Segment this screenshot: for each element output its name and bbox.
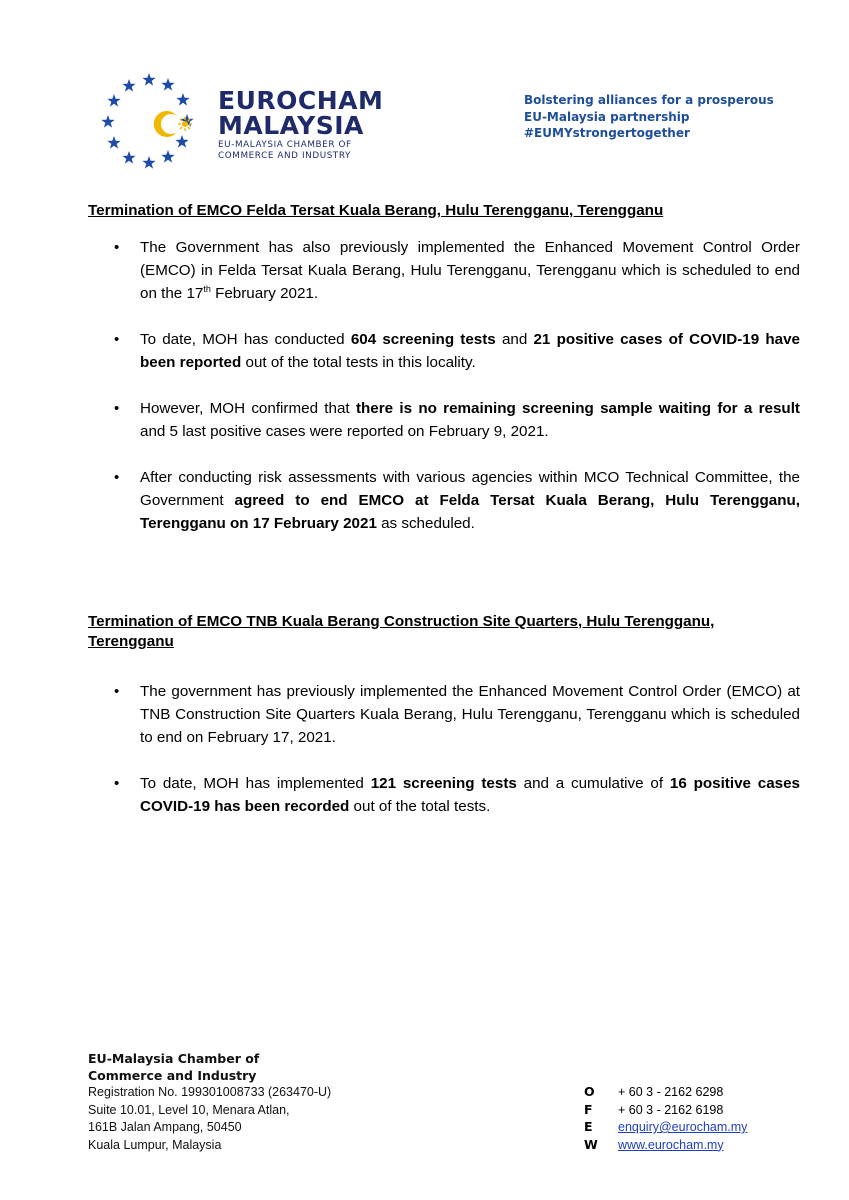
footer-org-line-2: Commerce and Industry (88, 1068, 257, 1083)
eurocham-logo (96, 70, 384, 175)
email-label: E (584, 1119, 593, 1134)
tagline-line-1: Bolstering alliances for a prosperous (524, 93, 774, 107)
section-1-bullets (88, 236, 800, 558)
bullet-icon: • (114, 469, 120, 486)
list-item: • To date, MOH has implemented 121 screening tests and a cumulative of 16 positive cases COVID-19 has been recorded out of the total tests. (88, 772, 800, 818)
bullet-icon: • (114, 775, 120, 792)
bullet-icon: • (114, 400, 120, 417)
section-2-title: Termination of EMCO TNB Kuala Berang Construction Site Quarters, Hulu Terengganu, Terengganu (88, 613, 715, 650)
tagline-line-2: EU-Malaysia partnership (524, 109, 690, 124)
email-link[interactable]: enquiry@eurocham.my (618, 1120, 748, 1134)
list-item: • After conducting risk assessments with various agencies within MCO Technical Committee, the Government agreed to end EMCO at Felda Tersat Kuala Berang, Hulu Terengganu, Terengganu on 17 February 2021 as scheduled. (88, 466, 800, 535)
list-item: • The government has previously implemented the Enhanced Movement Control Order (EMCO) at TNB Construction Site Quarters Kuala Berang, Hulu Terengganu, Terengganu which is scheduled to end on February 17, 2021. (88, 680, 800, 749)
list-item: • To date, MOH has conducted 604 screening tests and 21 positive cases of COVID-19 have been reported out of the total tests in this locality. (88, 328, 800, 374)
brand-name (218, 88, 383, 138)
footer-address-block (88, 1050, 408, 1154)
bullet-icon: • (114, 331, 120, 348)
contact-office (584, 1083, 747, 1101)
footer-contacts (584, 1083, 747, 1153)
hashtag: #EUMYstrongertogether (524, 126, 690, 140)
footer-org-line-1: EU-Malaysia Chamber of (88, 1051, 260, 1066)
tagline (524, 92, 774, 142)
list-item: • However, MOH confirmed that there is no remaining screening sample waiting for a result and 5 last positive cases were reported on February 9, 2021. (88, 397, 800, 443)
list-item: • The Government has also previously implemented the Enhanced Movement Control Order (EMCO) in Felda Tersat Kuala Berang, Hulu Terengganu, Terengganu which is scheduled to end on the 17th February 2021. (88, 236, 800, 305)
brand-subtitle (218, 140, 352, 162)
brand-line-2: MALAYSIA (218, 111, 364, 140)
contact-website (584, 1136, 747, 1154)
office-label: O (584, 1084, 595, 1099)
bullet-icon: • (114, 683, 120, 700)
address-line-3: Kuala Lumpur, Malaysia (88, 1137, 222, 1152)
fax-label: F (584, 1101, 593, 1117)
address-line-1: Suite 10.01, Level 10, Menara Atlan, (88, 1102, 290, 1117)
contact-email (584, 1118, 747, 1136)
contact-fax (584, 1101, 747, 1119)
website-label: W (584, 1136, 598, 1152)
address-line-2: 161B Jalan Ampang, 50450 (88, 1120, 242, 1134)
eu-stars-crescent-icon (96, 70, 216, 175)
brand-sub-line-2: COMMERCE AND INDUSTRY (218, 151, 352, 161)
bullet-icon: • (114, 239, 120, 256)
brand-line-1: EUROCHAM (218, 86, 384, 115)
section-2-bullets (88, 680, 800, 841)
website-link[interactable]: www.eurocham.my (618, 1137, 724, 1152)
fax-number: + 60 3 - 2162 6198 (618, 1102, 724, 1117)
office-phone: + 60 3 - 2162 6298 (618, 1085, 724, 1099)
registration-number: Registration No. 199301008733 (263470-U) (88, 1085, 332, 1099)
brand-sub-line-1: EU-MALAYSIA CHAMBER OF (218, 140, 352, 150)
section-1-title: Termination of EMCO Felda Tersat Kuala Berang, Hulu Terengganu, Terengganu (88, 202, 664, 219)
